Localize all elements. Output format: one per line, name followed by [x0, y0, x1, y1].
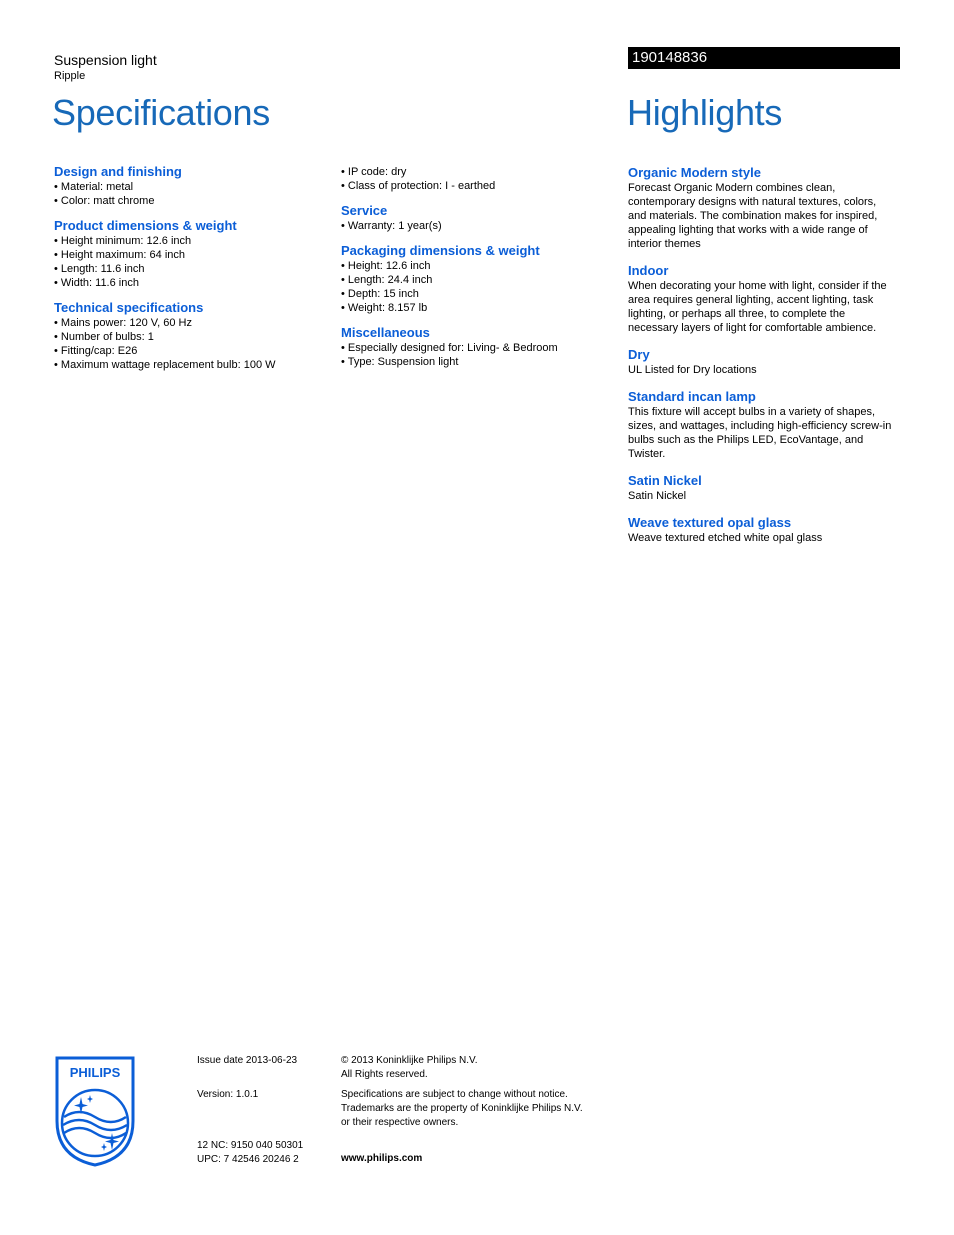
product-id-bar: [628, 47, 900, 69]
footer-disclaimer: [341, 1088, 583, 1130]
highlight-title: Organic Modern style: [628, 165, 761, 180]
issue-date: Issue date 2013-06-23: [197, 1055, 298, 1066]
spec-section-title: Product dimensions & weight: [54, 218, 237, 233]
spec-item: • Height minimum: 12.6 inch: [54, 235, 192, 247]
copyright-line: All Rights reserved.: [341, 1069, 428, 1080]
highlight-description: [628, 279, 904, 335]
highlight-description: [628, 363, 904, 377]
spec-column-2: [341, 165, 611, 369]
spec-section-title: Design and finishing: [54, 164, 182, 179]
highlight-line: Twister.: [628, 448, 666, 460]
highlight-description: [628, 531, 904, 545]
product-name: Ripple: [54, 70, 86, 82]
highlight-line: contemporary designs with natural textures, colors,: [628, 196, 877, 208]
disclaimer-line: Trademarks are the property of Koninklijke Philips N.V.: [341, 1103, 583, 1114]
highlight-line: This fixture will accept bulbs in a variety of shapes,: [628, 406, 876, 418]
disclaimer-line: or their respective owners.: [341, 1117, 459, 1128]
highlight-title: Dry: [628, 347, 650, 362]
footer-copyright: [341, 1054, 478, 1082]
disclaimer-line: Specifications are subject to change without notice.: [341, 1089, 568, 1100]
spec-item: • Number of bulbs: 1: [54, 331, 154, 343]
highlight-description: [628, 405, 904, 461]
spec-item: • Class of protection: I - earthed: [341, 180, 496, 192]
logo-text: PHILIPS: [69, 1065, 121, 1080]
product-id: 190148836: [632, 49, 708, 66]
product-type: Suspension light: [54, 52, 157, 68]
spec-item: • Warranty: 1 year(s): [341, 220, 442, 232]
spec-item: • Height: 12.6 inch: [341, 260, 431, 272]
highlight-line: interior themes: [628, 238, 701, 250]
highlight-line: lighting, or perhaps all three, to complete the: [628, 308, 846, 320]
copyright-line: © 2013 Koninklijke Philips N.V.: [341, 1055, 478, 1066]
highlights-column: [628, 165, 904, 545]
spec-item: • Fitting/cap: E26: [54, 345, 138, 357]
spec-section-title: Miscellaneous: [341, 325, 430, 340]
highlight-line: bulbs such as the Philips LED, EcoVantage, and: [628, 434, 864, 446]
spec-item: • Length: 24.4 inch: [341, 274, 433, 286]
spec-item: • Depth: 15 inch: [341, 288, 419, 300]
spec-section-title: Technical specifications: [54, 300, 204, 315]
highlight-description: [628, 181, 904, 251]
spec-item: • Maximum wattage replacement bulb: 100 W: [54, 359, 276, 371]
footer-issue-info: [197, 1054, 297, 1068]
spec-item: • Height maximum: 64 inch: [54, 249, 186, 261]
spec-section-title: Service: [341, 203, 388, 218]
spec-item: • Especially designed for: Living- & Bedroom: [341, 342, 558, 354]
specifications-heading: Specifications: [52, 92, 270, 133]
footer-version-info: [197, 1088, 258, 1102]
spec-item: • Type: Suspension light: [341, 356, 459, 368]
version: Version: 1.0.1: [197, 1089, 259, 1100]
upc-code: UPC: 7 42546 20246 2: [197, 1154, 299, 1165]
highlight-title: Weave textured opal glass: [628, 515, 792, 530]
highlight-line: necessary layers of light for comfortable ambience.: [628, 322, 877, 334]
highlights-heading: Highlights: [627, 92, 783, 133]
highlight-title: Indoor: [628, 263, 669, 278]
philips-shield-icon: [54, 1055, 136, 1167]
spec-item: • Length: 11.6 inch: [54, 263, 145, 275]
highlight-title: Standard incan lamp: [628, 389, 756, 404]
highlight-line: area requires general lighting, accent lighting, task: [628, 294, 874, 306]
spec-column-1: [54, 164, 334, 372]
spec-item: • Mains power: 120 V, 60 Hz: [54, 317, 192, 329]
highlight-line: appealing lighting that works with a wide range of: [628, 224, 868, 236]
philips-logo: [54, 1055, 136, 1167]
spec-item: • Color: matt chrome: [54, 195, 155, 207]
nc-code: 12 NC: 9150 040 50301: [197, 1140, 304, 1151]
spec-item: • IP code: dry: [341, 166, 407, 178]
spec-item: • Material: metal: [54, 181, 134, 193]
highlight-title: Satin Nickel: [628, 473, 702, 488]
highlight-description: [628, 489, 904, 503]
spec-item: • Width: 11.6 inch: [54, 277, 139, 289]
spec-section-title: Packaging dimensions & weight: [341, 243, 540, 258]
website-link[interactable]: www.philips.com: [341, 1153, 423, 1164]
highlight-line: UL Listed for Dry locations: [628, 364, 757, 376]
highlight-line: Weave textured etched white opal glass: [628, 532, 823, 544]
highlight-line: When decorating your home with light, consider if the: [628, 280, 887, 292]
highlight-line: and materials. The combination makes for inspired,: [628, 210, 878, 222]
footer-codes: [197, 1139, 303, 1167]
highlight-line: Forecast Organic Modern combines clean,: [628, 182, 836, 194]
highlight-line: Satin Nickel: [628, 490, 687, 502]
highlight-line: sizes, and wattages, including high-efficiency screw-in: [628, 420, 892, 432]
spec-item: • Weight: 8.157 lb: [341, 302, 428, 314]
